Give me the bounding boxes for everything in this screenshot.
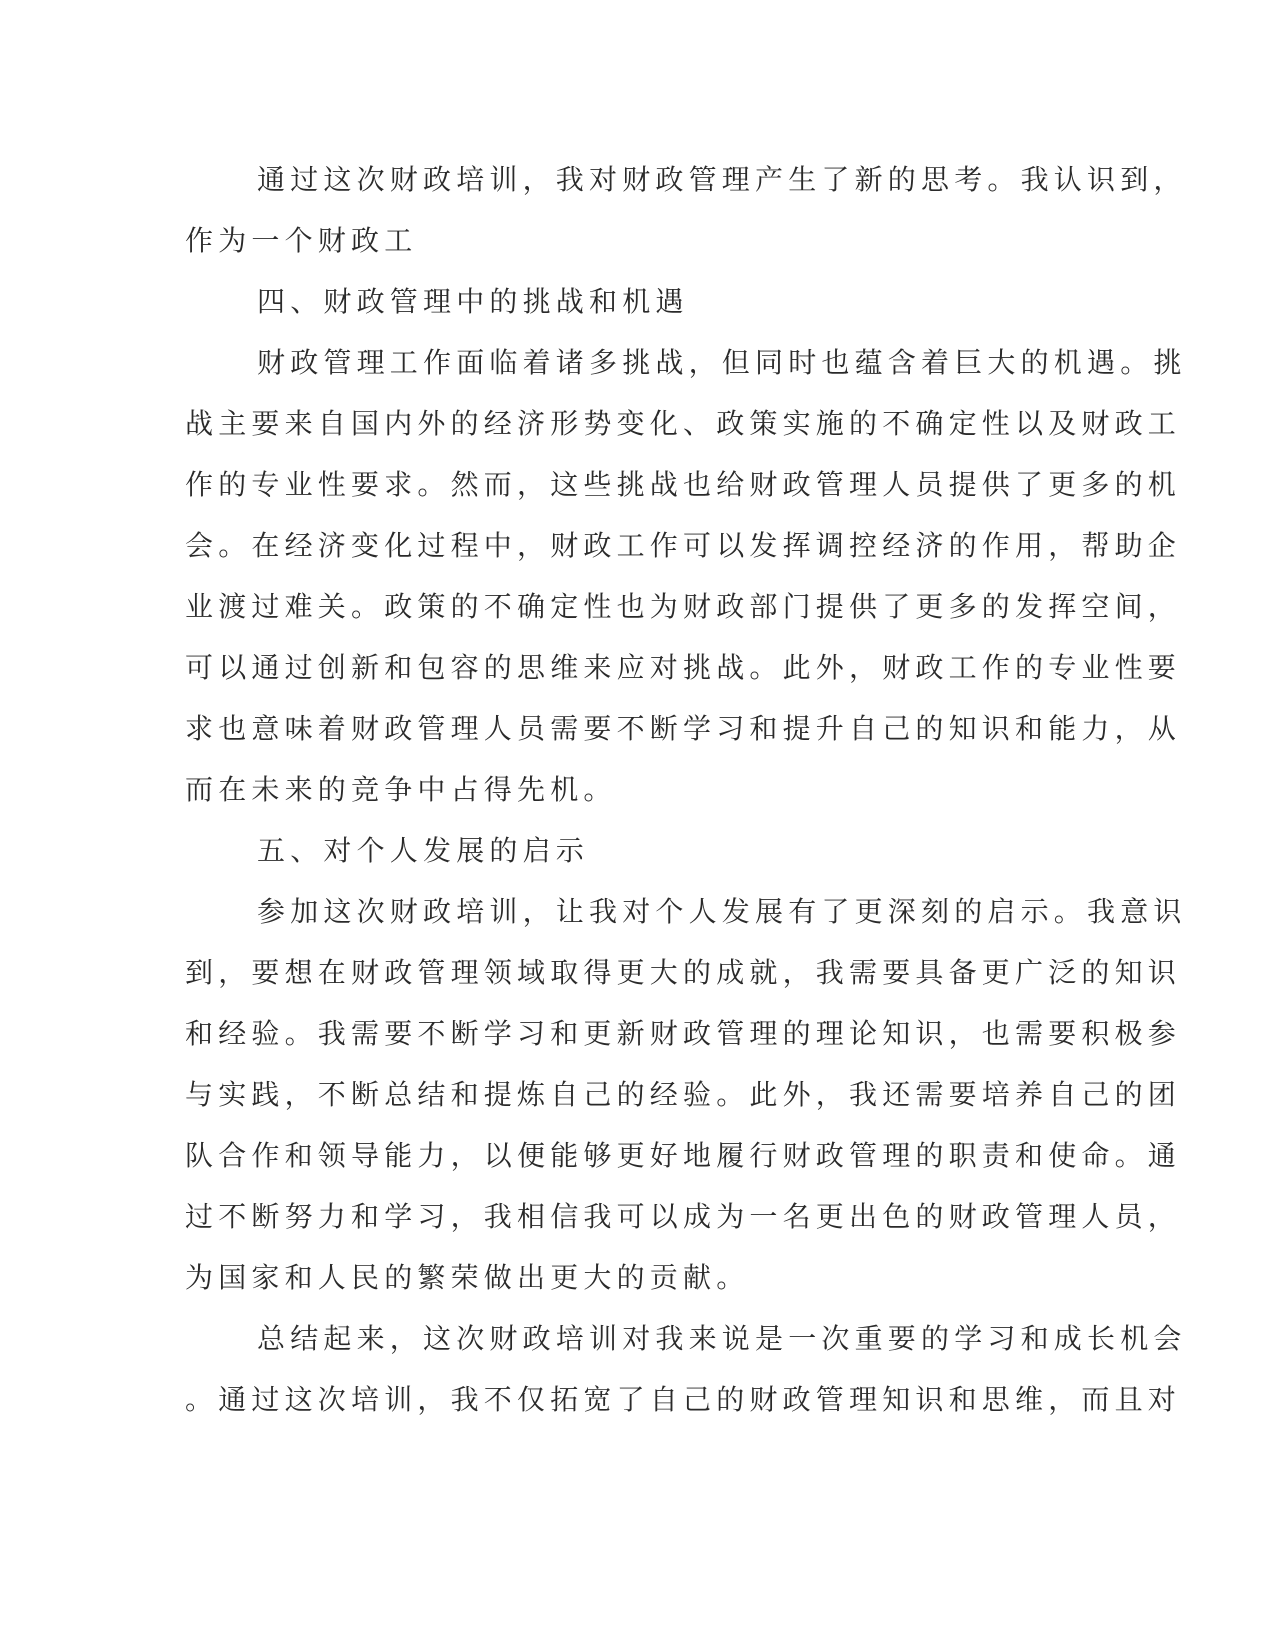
- paragraph-line: 为国家和人民的繁荣做出更大的贡献。: [185, 1261, 750, 1294]
- paragraph-line: 可以通过创新和包容的思维来应对挑战。此外，财政工作的专业性要: [185, 651, 1182, 684]
- paragraph-line: 求也意味着财政管理人员需要不断学习和提升自己的知识和能力，从: [185, 712, 1182, 745]
- paragraph-line: 财政管理工作面临着诸多挑战，但同时也蕴含着巨大的机遇。挑: [257, 346, 1187, 379]
- paragraph-line: 队合作和领导能力，以便能够更好地履行财政管理的职责和使命。通: [185, 1139, 1182, 1172]
- paragraph-line: 与实践，不断总结和提炼自己的经验。此外，我还需要培养自己的团: [185, 1078, 1182, 1111]
- section-heading-5: 五、对个人发展的启示: [257, 834, 590, 867]
- paragraph-line: 作的专业性要求。然而，这些挑战也给财政管理人员提供了更多的机: [185, 468, 1182, 501]
- paragraph-line: 总结起来，这次财政培训对我来说是一次重要的学习和成长机会: [257, 1322, 1187, 1355]
- paragraph-line: 过不断努力和学习，我相信我可以成为一名更出色的财政管理人员，: [185, 1200, 1182, 1233]
- paragraph-line: 业渡过难关。政策的不确定性也为财政部门提供了更多的发挥空间，: [185, 590, 1182, 623]
- paragraph-line: 会。在经济变化过程中，财政工作可以发挥调控经济的作用，帮助企: [185, 529, 1182, 562]
- paragraph-line: 通过这次财政培训，我对财政管理产生了新的思考。我认识到，: [257, 163, 1187, 196]
- paragraph-line: 参加这次财政培训，让我对个人发展有了更深刻的启示。我意识: [257, 895, 1187, 928]
- section-heading-4: 四、财政管理中的挑战和机遇: [257, 285, 689, 318]
- paragraph-line: 和经验。我需要不断学习和更新财政管理的理论知识，也需要积极参: [185, 1017, 1182, 1050]
- paragraph-line: 到，要想在财政管理领域取得更大的成就，我需要具备更广泛的知识: [185, 956, 1182, 989]
- paragraph-line: 作为一个财政工: [185, 224, 418, 257]
- document-body: [185, 160, 1187, 1420]
- paragraph-line: 战主要来自国内外的经济形势变化、政策实施的不确定性以及财政工: [185, 407, 1182, 440]
- paragraph-line: 。通过这次培训，我不仅拓宽了自己的财政管理知识和思维，而且对: [185, 1383, 1182, 1416]
- paragraph-line: 而在未来的竞争中占得先机。: [185, 773, 617, 806]
